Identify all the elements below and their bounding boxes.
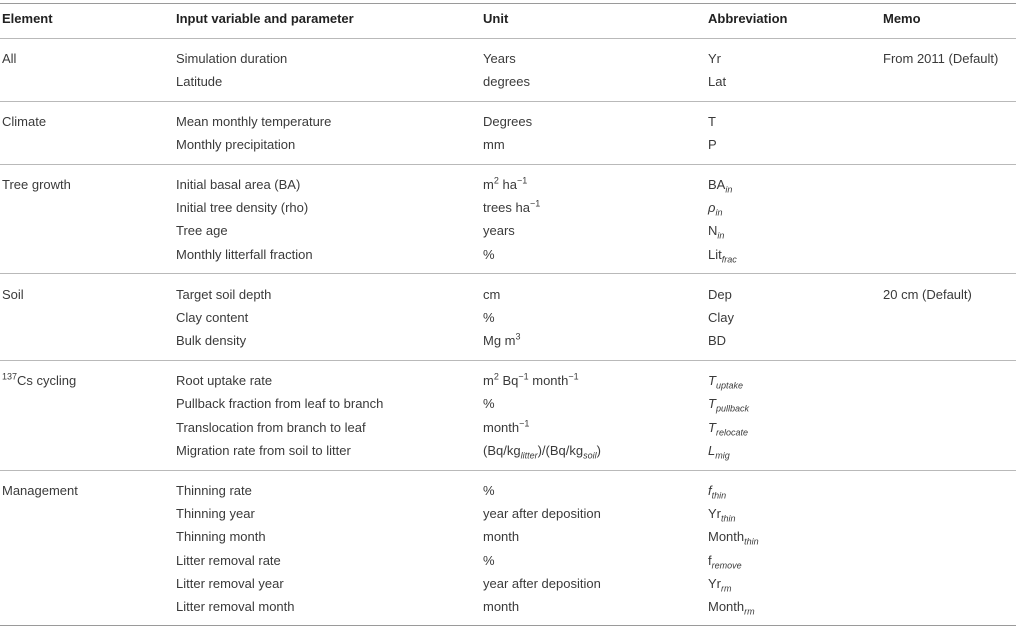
unit-superscript: 2 bbox=[493, 371, 499, 382]
abbr-cell: Dep bbox=[708, 287, 732, 302]
table-bottom-rule bbox=[0, 625, 1016, 626]
unit-part: m bbox=[483, 177, 494, 192]
param-cell: Mean monthly temperature bbox=[176, 114, 332, 129]
abbr-base: f bbox=[708, 483, 712, 498]
header-memo: Memo bbox=[883, 11, 921, 26]
group-element-label: Tree growth bbox=[2, 177, 71, 192]
memo-cell: 20 cm (Default) bbox=[883, 287, 972, 302]
abbr-base: Month bbox=[708, 529, 745, 544]
unit-superscript: 3 bbox=[515, 331, 521, 342]
abbr-base: Yr bbox=[708, 576, 721, 591]
unit-part: )/(Bq/kg bbox=[537, 443, 584, 458]
unit-superscript: 2 bbox=[493, 175, 499, 186]
group-rule bbox=[0, 470, 1016, 471]
header-input: Input variable and parameter bbox=[176, 11, 354, 26]
unit-cell: % bbox=[483, 247, 495, 262]
abbr-cell bbox=[708, 553, 742, 569]
abbr-base: T bbox=[708, 373, 716, 388]
abbr-cell bbox=[708, 483, 726, 499]
abbr-cell bbox=[708, 247, 737, 263]
param-cell: Monthly litterfall fraction bbox=[176, 247, 313, 262]
abbr-subscript: uptake bbox=[715, 380, 743, 391]
unit-cell: % bbox=[483, 310, 495, 325]
group-rule bbox=[0, 164, 1016, 165]
abbr-base: L bbox=[708, 443, 716, 458]
unit-subscript: litter bbox=[520, 450, 538, 461]
param-cell: Litter removal month bbox=[176, 599, 295, 614]
unit-part: Mg m bbox=[483, 333, 516, 348]
group-element-label bbox=[2, 373, 76, 389]
unit-cell: Degrees bbox=[483, 114, 533, 129]
abbr-base: T bbox=[708, 420, 716, 435]
group-element-label: Management bbox=[2, 483, 78, 498]
unit-cell bbox=[483, 333, 521, 349]
abbr-cell: Yr bbox=[708, 51, 721, 66]
param-cell: Bulk density bbox=[176, 333, 247, 348]
abbr-base: N bbox=[708, 223, 718, 238]
abbr-cell bbox=[708, 177, 732, 193]
param-cell: Simulation duration bbox=[176, 51, 288, 66]
abbr-subscript: rm bbox=[721, 583, 732, 594]
abbr-cell bbox=[708, 506, 736, 522]
unit-cell: month bbox=[483, 529, 520, 544]
group-rule bbox=[0, 273, 1016, 274]
unit-superscript: −1 bbox=[529, 198, 541, 209]
param-cell: Thinning rate bbox=[176, 483, 252, 498]
abbr-cell: Lat bbox=[708, 74, 727, 89]
abbr-cell bbox=[708, 576, 732, 592]
unit-cell bbox=[483, 443, 601, 459]
unit-superscript: −1 bbox=[518, 371, 529, 382]
param-cell: Initial basal area (BA) bbox=[176, 177, 301, 192]
param-cell: Thinning year bbox=[176, 506, 255, 521]
element-text: Cs cycling bbox=[17, 373, 77, 388]
abbr-subscript: thin bbox=[744, 536, 759, 547]
abbr-subscript: rm bbox=[744, 606, 755, 617]
unit-cell: mm bbox=[483, 137, 505, 152]
unit-part: ) bbox=[596, 443, 601, 458]
param-cell: Translocation from branch to leaf bbox=[176, 420, 366, 435]
unit-cell: cm bbox=[483, 287, 501, 302]
param-cell: Migration rate from soil to litter bbox=[176, 443, 351, 458]
unit-part: month bbox=[483, 420, 520, 435]
abbr-cell: BD bbox=[708, 333, 727, 348]
param-cell: Monthly precipitation bbox=[176, 137, 296, 152]
abbr-subscript: in bbox=[717, 230, 725, 241]
header-abbreviation: Abbreviation bbox=[708, 11, 788, 26]
memo-cell: From 2011 (Default) bbox=[883, 51, 999, 66]
abbr-subscript: remove bbox=[711, 560, 742, 571]
abbr-subscript: thin bbox=[721, 513, 736, 524]
abbr-cell: Clay bbox=[708, 310, 735, 325]
abbr-base: Yr bbox=[708, 506, 721, 521]
unit-cell bbox=[483, 420, 529, 436]
group-rule bbox=[0, 101, 1016, 102]
abbr-cell bbox=[708, 396, 749, 412]
unit-part: Bq bbox=[498, 373, 519, 388]
header-rule bbox=[0, 38, 1016, 39]
unit-superscript: −1 bbox=[516, 175, 528, 186]
abbr-cell bbox=[708, 443, 730, 459]
unit-cell: year after deposition bbox=[483, 506, 601, 521]
param-cell: Pullback fraction from leaf to branch bbox=[176, 396, 384, 411]
unit-subscript: soil bbox=[583, 450, 597, 461]
abbr-subscript: mig bbox=[715, 450, 730, 461]
unit-cell: degrees bbox=[483, 74, 530, 89]
unit-cell bbox=[483, 177, 527, 193]
unit-cell: Years bbox=[483, 51, 516, 66]
param-cell: Clay content bbox=[176, 310, 249, 325]
abbr-cell: P bbox=[708, 137, 717, 152]
abbr-cell bbox=[708, 223, 724, 239]
abbr-base: Lit bbox=[708, 247, 722, 262]
abbr-base: BA bbox=[708, 177, 726, 192]
abbr-base: Month bbox=[708, 599, 745, 614]
unit-cell bbox=[483, 373, 579, 389]
param-cell: Litter removal year bbox=[176, 576, 284, 591]
unit-cell: year after deposition bbox=[483, 576, 601, 591]
table-top-rule bbox=[0, 3, 1016, 4]
param-cell: Thinning month bbox=[176, 529, 266, 544]
header-element: Element bbox=[2, 11, 53, 26]
unit-part: (Bq/kg bbox=[483, 443, 521, 458]
unit-cell: years bbox=[483, 223, 515, 238]
abbr-cell bbox=[708, 599, 755, 615]
unit-cell: % bbox=[483, 553, 495, 568]
param-cell: Target soil depth bbox=[176, 287, 272, 302]
abbr-base: ρ bbox=[708, 200, 716, 215]
unit-part: month bbox=[528, 373, 569, 388]
abbr-cell bbox=[708, 529, 759, 545]
param-cell: Initial tree density (rho) bbox=[176, 200, 309, 215]
unit-superscript: −1 bbox=[519, 418, 530, 429]
header-unit: Unit bbox=[483, 11, 509, 26]
param-cell: Litter removal rate bbox=[176, 553, 281, 568]
abbr-subscript: pullback bbox=[715, 403, 749, 414]
group-element-label: Soil bbox=[2, 287, 24, 302]
abbr-subscript: relocate bbox=[715, 427, 748, 438]
group-element-label: Climate bbox=[2, 114, 47, 129]
unit-cell bbox=[483, 200, 540, 216]
abbr-subscript: in bbox=[725, 184, 733, 195]
abbr-cell bbox=[708, 420, 748, 436]
unit-part: trees ha bbox=[483, 200, 530, 215]
group-rule bbox=[0, 360, 1016, 361]
unit-cell: % bbox=[483, 483, 495, 498]
isotope-superscript: 137 bbox=[2, 371, 18, 382]
unit-cell: month bbox=[483, 599, 520, 614]
param-cell: Root uptake rate bbox=[176, 373, 273, 388]
group-element-label: All bbox=[2, 51, 17, 66]
param-cell: Latitude bbox=[176, 74, 223, 89]
abbr-base: T bbox=[708, 396, 716, 411]
abbr-cell bbox=[708, 373, 743, 389]
unit-cell: % bbox=[483, 396, 495, 411]
abbr-cell bbox=[708, 200, 722, 216]
abbr-subscript: thin bbox=[711, 490, 727, 501]
abbr-subscript: frac bbox=[721, 254, 737, 265]
param-cell: Tree age bbox=[176, 223, 228, 238]
abbr-subscript: in bbox=[715, 207, 723, 218]
unit-part: ha bbox=[498, 177, 517, 192]
abbr-cell: T bbox=[708, 114, 716, 129]
unit-superscript: −1 bbox=[568, 371, 579, 382]
unit-part: m bbox=[483, 373, 494, 388]
abbr-base: f bbox=[708, 553, 712, 568]
